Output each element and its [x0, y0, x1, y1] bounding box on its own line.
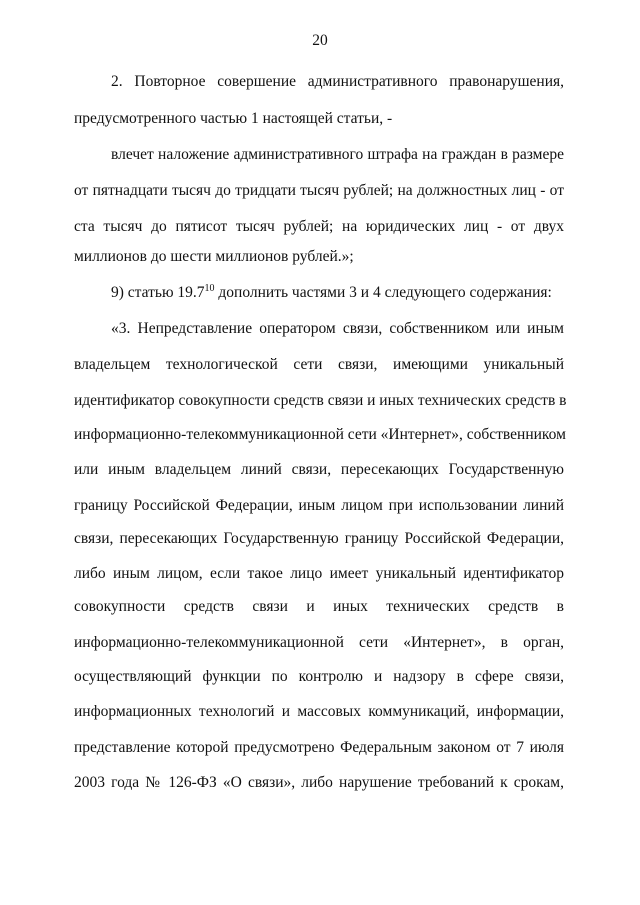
text-line: или иным владельцем линий связи, пересекающих Государственную: [74, 461, 564, 478]
text-line: владельцем технологической сети связи, имеющими уникальный: [74, 356, 564, 373]
text-line: информационных технологий и массовых коммуникаций, информации,: [74, 703, 564, 720]
text-line: 2003 года № 126-ФЗ «О связи», либо нарушение требований к срокам,: [74, 774, 564, 791]
item-9-superscript: 10: [204, 283, 215, 294]
page-number: 20: [312, 32, 328, 49]
item-9-before: 9) статью 19.7: [111, 284, 205, 301]
text-line: идентификатор совокупности средств связи и иных технических средств в: [74, 392, 567, 409]
text-line: осуществляющий функции по контролю и надзору в сфере связи,: [74, 668, 564, 685]
item-9-after: дополнить частями 3 и 4 следующего содержания:: [214, 284, 552, 301]
text-line: информационно-телекоммуникационной сети «Интернет», собственником: [74, 426, 566, 443]
text-line: ста тысяч до пятисот тысяч рублей; на юридических лиц - от двух: [74, 218, 564, 235]
text-line: предусмотренного частью 1 настоящей статьи, -: [74, 110, 393, 127]
text-line: «3. Непредставление оператором связи, собственником или иным: [111, 320, 564, 337]
text-line: представление которой предусмотрено Федеральным законом от 7 июля: [74, 739, 564, 756]
text-line: миллионов до шести миллионов рублей.»;: [74, 248, 354, 265]
text-line: совокупности средств связи и иных технических средств в: [74, 598, 564, 615]
text-line: либо иным лицом, если такое лицо имеет уникальный идентификатор: [74, 565, 564, 582]
text-line: связи, пересекающих Государственную границу Российской Федерации,: [74, 530, 564, 547]
text-line: границу Российской Федерации, иным лицом при использовании линий: [74, 497, 564, 514]
text-line: информационно-телекоммуникационной сети «Интернет», в орган,: [74, 634, 564, 651]
text-line: влечет наложение административного штрафа на граждан в размере: [111, 146, 564, 163]
item-9-line: [111, 284, 564, 302]
text-line: 2. Повторное совершение административного правонарушения,: [111, 73, 564, 90]
text-line: от пятнадцати тысяч до тридцати тысяч рублей; на должностных лиц - от: [74, 182, 564, 199]
